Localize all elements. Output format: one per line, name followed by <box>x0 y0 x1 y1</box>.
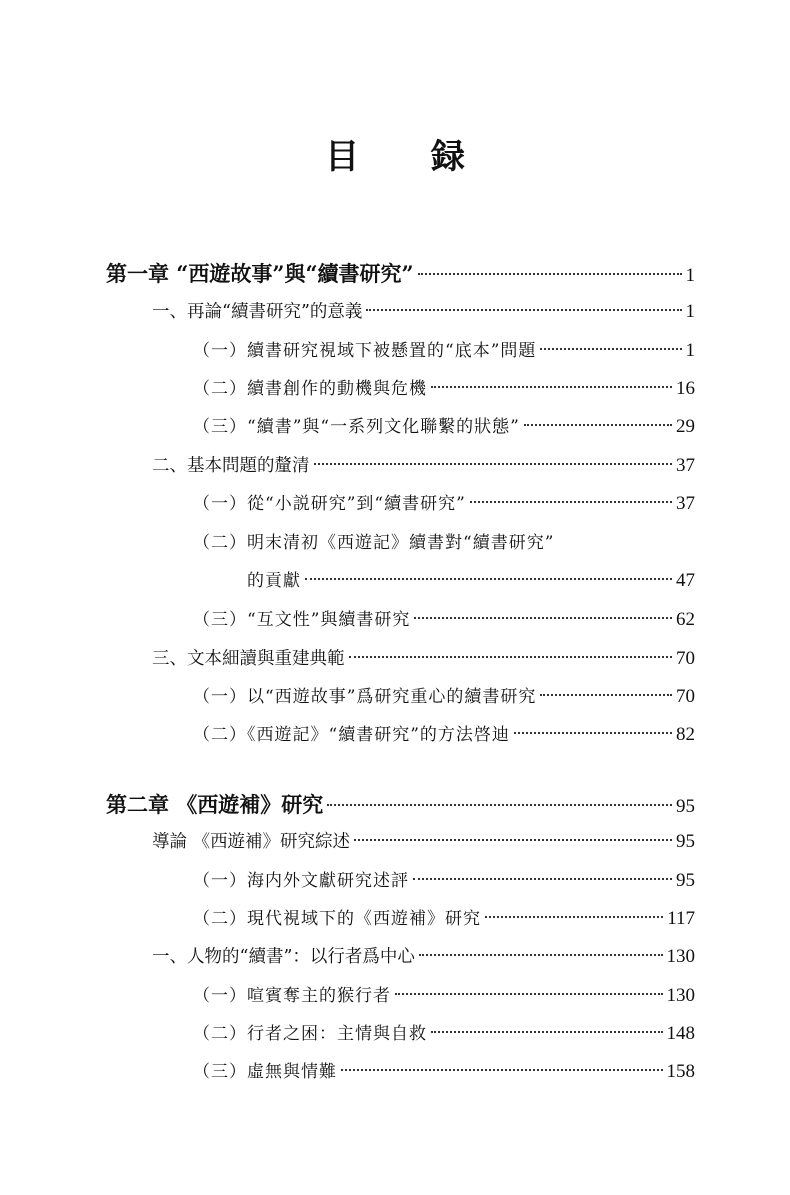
toc-label: （三）“互文性”與續書研究 <box>193 610 411 630</box>
toc-leader <box>514 732 672 734</box>
toc-leader <box>349 656 673 658</box>
toc-leader <box>524 424 672 426</box>
toc-chapter-1[interactable] <box>106 259 695 291</box>
toc-subsection[interactable] <box>193 1057 695 1087</box>
toc-leader <box>485 916 663 918</box>
toc-page-number: 158 <box>666 1061 695 1082</box>
toc-page-number: 148 <box>666 1023 695 1044</box>
toc-page-number: 95 <box>676 796 695 817</box>
toc-leader <box>341 1069 663 1071</box>
toc-leader <box>470 501 672 503</box>
toc-leader <box>431 386 672 388</box>
toc-label: （一）喧賓奪主的猴行者 <box>193 986 391 1006</box>
toc-leader <box>431 1031 663 1033</box>
toc-leader <box>327 804 672 806</box>
toc-subsection[interactable] <box>193 605 695 635</box>
toc-label: 二、基本問題的釐清 <box>152 456 310 476</box>
toc-section[interactable] <box>152 942 695 972</box>
toc-label: （一）以“西遊故事”爲研究重心的續書研究 <box>193 687 537 707</box>
toc-leader <box>540 694 672 696</box>
toc-label: （二）明末清初《西遊記》續書對“續書研究” <box>193 533 555 553</box>
toc-label: 一、再論“續書研究”的意義 <box>152 302 363 322</box>
toc-label: 導論 《西遊補》研究綜述 <box>152 832 351 852</box>
toc-label: 的貢獻 <box>247 571 301 591</box>
toc-label: （一）海内外文獻研究述評 <box>193 871 409 891</box>
toc-page-number: 1 <box>685 301 695 322</box>
toc-subsection[interactable] <box>193 374 695 404</box>
toc-label: （三）虛無與情難 <box>193 1062 337 1082</box>
toc-page-number: 70 <box>676 648 695 669</box>
toc-subsection[interactable] <box>193 720 695 750</box>
toc-page-number: 130 <box>666 946 695 967</box>
toc-subsection[interactable] <box>193 336 695 366</box>
toc-section[interactable] <box>152 451 695 481</box>
toc-page-number: 47 <box>676 570 695 591</box>
toc-leader <box>305 578 672 580</box>
toc-leader <box>413 878 672 880</box>
toc-leader <box>540 348 681 350</box>
toc-subsection-continued[interactable] <box>247 566 695 596</box>
toc-leader <box>395 993 663 995</box>
toc-section[interactable] <box>152 827 695 857</box>
toc-label: （二）行者之困：主情與自救 <box>193 1024 427 1044</box>
toc-label: 第二章 《西遊補》研究 <box>106 792 324 817</box>
toc-page-number: 62 <box>676 609 695 630</box>
page-title: 目 録 <box>325 137 495 177</box>
toc-subsection[interactable] <box>193 866 695 896</box>
toc-label: 第一章 “西遊故事”與“續書研究” <box>106 261 414 286</box>
toc-label: （二）《西遊記》“續書研究”的方法啓迪 <box>193 725 510 745</box>
toc-page-number: 95 <box>676 870 695 891</box>
toc-page-number: 37 <box>676 455 695 476</box>
toc-subsection[interactable] <box>193 981 695 1011</box>
toc-page-number: 82 <box>676 724 695 745</box>
toc-subsection[interactable] <box>193 489 695 519</box>
toc-chapter-2[interactable] <box>106 790 695 822</box>
toc-leader <box>366 309 681 311</box>
toc-leader <box>314 463 673 465</box>
toc-page-number: 95 <box>676 831 695 852</box>
toc-label: 三、文本細讀與重建典範 <box>152 649 345 669</box>
toc-page-number: 29 <box>676 416 695 437</box>
toc-leader <box>414 617 672 619</box>
toc-section[interactable] <box>152 644 695 674</box>
toc-label: （一）續書研究視域下被懸置的“底本”問題 <box>193 341 537 361</box>
toc-subsection[interactable] <box>193 528 554 558</box>
toc-label: （一）從“小説研究”到“續書研究” <box>193 494 466 514</box>
toc-subsection[interactable] <box>193 1019 695 1049</box>
toc-label: （三）“續書”與“一系列文化聯繫的狀態” <box>193 417 520 437</box>
toc-page-number: 37 <box>676 493 695 514</box>
toc-page-number: 117 <box>667 908 695 929</box>
toc-subsection[interactable] <box>193 904 695 934</box>
toc-label: （二）現代視域下的《西遊補》研究 <box>193 909 481 929</box>
toc-leader <box>419 954 663 956</box>
toc-leader <box>418 273 682 275</box>
toc-page-number: 1 <box>685 340 695 361</box>
toc-page-number: 130 <box>666 985 695 1006</box>
toc-page-number: 1 <box>685 265 695 286</box>
toc-subsection[interactable] <box>193 682 695 712</box>
toc-page-number: 16 <box>676 378 695 399</box>
toc-subsection[interactable] <box>193 412 695 442</box>
toc-label: 一、人物的“續書”：以行者爲中心 <box>152 947 415 967</box>
toc-section[interactable] <box>152 297 695 327</box>
toc-label: （二）續書創作的動機與危機 <box>193 379 427 399</box>
toc-leader <box>354 839 672 841</box>
toc-page-number: 70 <box>676 686 695 707</box>
